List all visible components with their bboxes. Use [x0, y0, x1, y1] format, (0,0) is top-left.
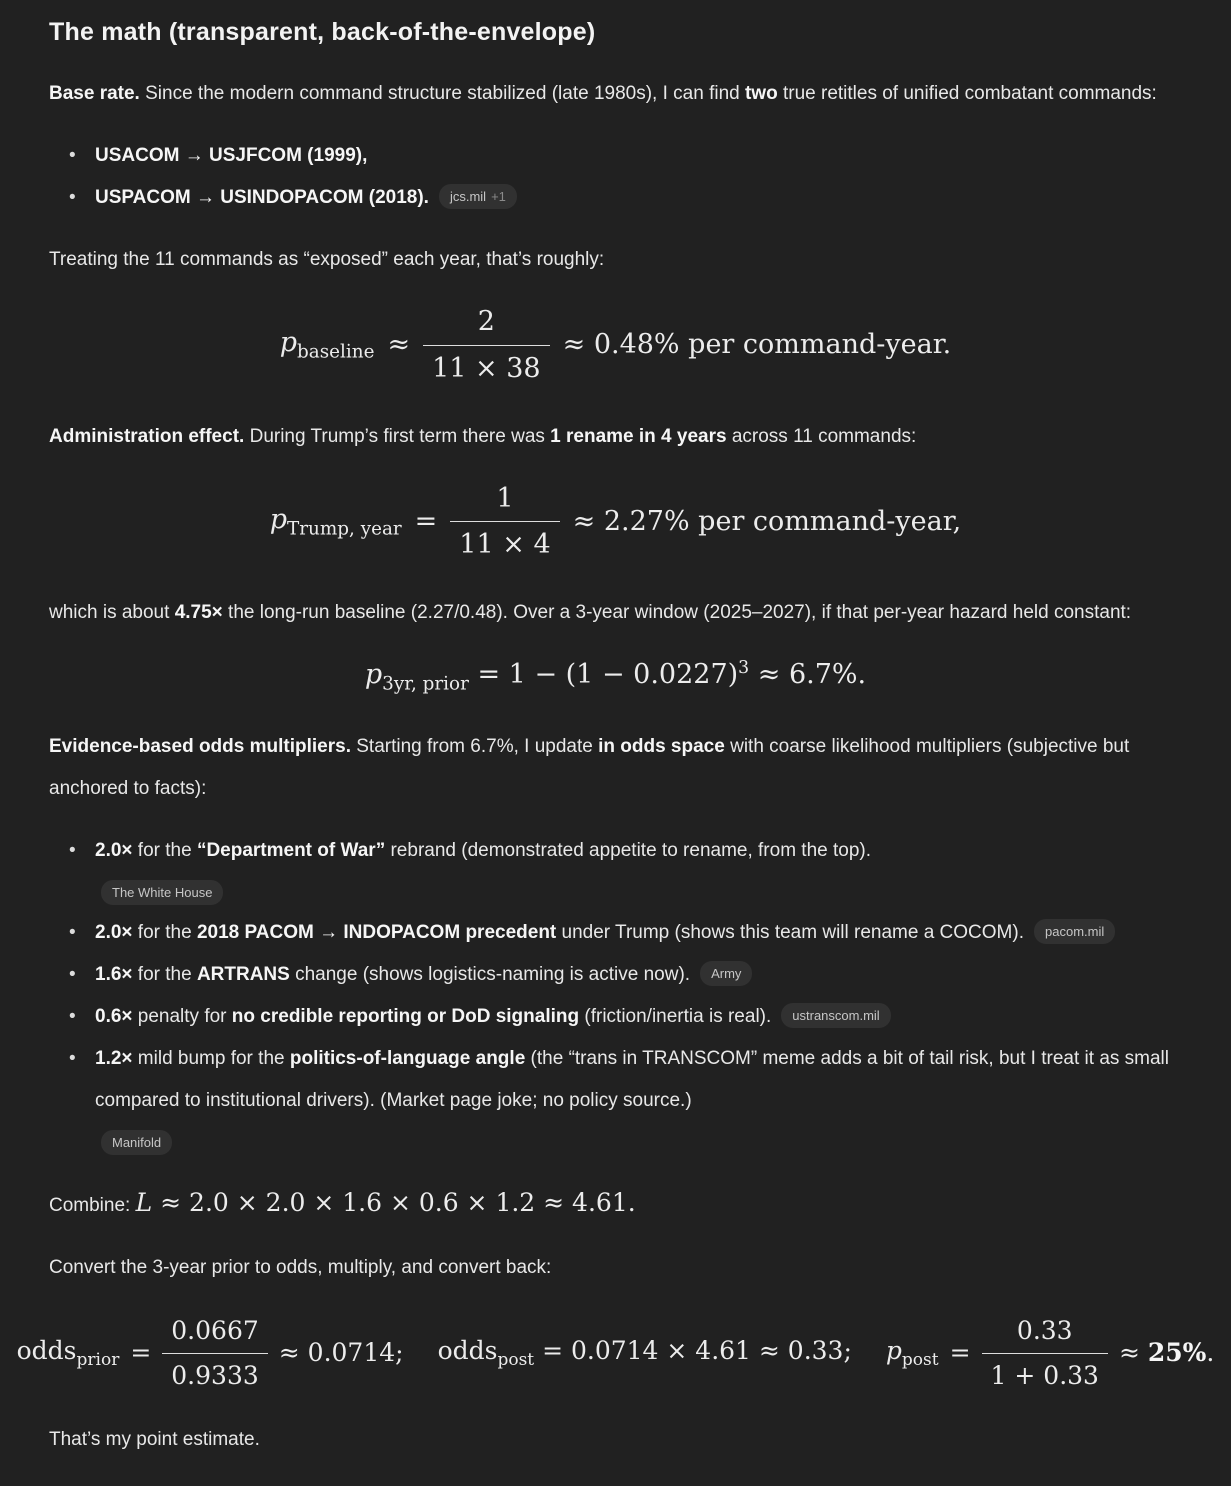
text-segment: Starting from 6.7%, I update: [350, 736, 599, 758]
source-badge-ustranscom-mil[interactable]: [781, 1003, 890, 1028]
badge-row: [101, 1122, 1182, 1162]
text-segment: (friction/inertia is real).: [579, 1006, 772, 1028]
multiplier-value: 0.6×: [95, 1006, 133, 1028]
text-bold: 2018 PACOM → INDOPACOM precedent: [196, 922, 557, 944]
list-item-multiplier-language: [95, 1038, 1182, 1162]
math-fraction: $\frac{1}{11 \times 4}$: [450, 482, 559, 563]
badge-row: [101, 872, 1182, 912]
text-segment: the long-run baseline (2.27/0.48). Over a 3-year window (2025–2027), if that per-year hazard held constant:: [222, 602, 1132, 623]
text-bold: two: [744, 83, 778, 104]
paragraph-point-estimate: That’s my point estimate.: [49, 1428, 260, 1450]
math-fraction: $\frac{0.0667}{0.9333}$: [162, 1315, 267, 1391]
rename-list: [49, 135, 1182, 219]
text-bold-lead: Administration effect.: [49, 425, 245, 447]
multiplier-value: 2.0×: [95, 922, 133, 944]
paragraph-combine: [49, 1182, 1182, 1227]
math-result: ≈ 0.48% per command-year.: [562, 329, 952, 361]
text-segment: under Trump (shows this team will rename a COCOM).: [556, 922, 1024, 944]
math-group-p-post: $p_{post}$ = $\frac{0.33}{1 + 0.33}$ ≈ 25%.: [885, 1316, 1215, 1390]
text-bold: politics-of-language angle: [289, 1048, 526, 1070]
source-badge-white-house[interactable]: [101, 880, 223, 905]
math-group-odds-prior: odds$_{prior}$ = $\frac{0.0667}{0.9333}$ ≈ 0.0714;: [16, 1316, 404, 1390]
multiplier-value: 2.0×: [95, 840, 133, 862]
math-group-odds-post: odds$_{post}$ = 0.0714 × 4.61 ≈ 0.33;: [437, 1335, 852, 1370]
text-bold-lead: Evidence-based odds multipliers.: [49, 736, 351, 758]
badge-label: The White House: [112, 884, 213, 900]
text-segment: change (shows logistics-naming is active now).: [289, 964, 691, 986]
paragraph-admin-effect: [49, 416, 1182, 458]
math-result: ≈ 2.27% per command-year,: [572, 505, 962, 537]
paragraph-convert: Convert the 3-year prior to odds, multiply, and convert back:: [49, 1257, 552, 1279]
text-segment: penalty for: [132, 1006, 232, 1028]
text-segment: for the: [132, 922, 197, 944]
source-badge-jcs-mil[interactable]: [439, 184, 517, 209]
text-segment: across 11 commands:: [726, 425, 917, 447]
math-expression: $p_{3yr, prior} = 1 - (1 - 0.0227)^3 \approx 6.7\%$.: [364, 658, 867, 695]
text-segment: During Trump’s first term there was: [244, 425, 551, 447]
text-segment: (the “trans in TRANSCOM” meme adds a bit of tail risk, but I treat it as small compared to institutional drivers). (Market page joke; no policy source.): [95, 1048, 1170, 1112]
formula-baseline: [49, 305, 1182, 386]
list-item-multiplier-penalty: [95, 996, 1182, 1038]
badge-label: Army: [711, 966, 742, 982]
multiplier-value: 1.6×: [95, 964, 133, 986]
rename-label: USACOM → USJFCOM (1999),: [95, 145, 368, 166]
text-segment: rebrand (demonstrated appetite to rename, from the top).: [385, 840, 872, 862]
text-bold-lead: Base rate.: [49, 83, 140, 104]
multiplier-value: 1.2×: [95, 1048, 133, 1070]
list-item-rename-usacom: [95, 135, 1182, 177]
math-lhs: $p_{baseline}$: [279, 327, 375, 363]
math-fraction: $\frac{2}{11 \times 38}$: [423, 305, 550, 386]
text-bold: ARTRANS: [196, 964, 290, 986]
rename-label: USPACOM → USINDOPACOM (2018).: [95, 187, 429, 208]
text-segment: mild bump for the: [132, 1048, 290, 1070]
text-segment: for the: [132, 964, 197, 986]
text-segment: which is about: [49, 602, 175, 623]
badge-label: Manifold: [112, 1134, 162, 1150]
text-bold: no credible reporting or DoD signaling: [231, 1006, 580, 1028]
text-bold: “Department of War”: [196, 840, 386, 862]
list-item-multiplier-pacom: [95, 912, 1182, 954]
badge-count: +1: [491, 189, 506, 204]
text-segment: true retitles of unified combatant commands:: [777, 83, 1157, 104]
text-bold: in odds space: [598, 736, 725, 758]
math-relation: ≈: [387, 329, 411, 361]
math-relation: =: [414, 505, 438, 537]
list-item-multiplier-dow: [95, 830, 1182, 912]
paragraph-base-rate: [49, 73, 1182, 115]
text-segment: with coarse likelihood multipliers (subjective but anchored to facts):: [49, 736, 1130, 800]
badge-label: pacom.mil: [1045, 924, 1105, 940]
source-badge-army[interactable]: [700, 961, 752, 986]
formula-3yr-prior: [49, 658, 1182, 696]
formula-trump-year: [49, 482, 1182, 563]
badge-label: ustranscom.mil: [792, 1008, 880, 1024]
math-inline-combine: L ≈ 2.0 × 2.0 × 1.6 × 0.6 × 1.2 ≈ 4.61.: [135, 1188, 636, 1218]
list-item-rename-uspacom: [95, 177, 1182, 219]
paragraph-evidence: [49, 726, 1182, 810]
final-probability: 25%: [1147, 1338, 1207, 1368]
text-bold: 4.75×: [174, 602, 223, 623]
formula-final-odds: [16, 1315, 1215, 1391]
section-title: The math (transparent, back-of-the-envelope): [49, 18, 596, 46]
paragraph-treating: Treating the 11 commands as “exposed” each year, that’s roughly:: [49, 249, 605, 270]
source-badge-manifold[interactable]: [101, 1130, 172, 1155]
source-badge-pacom-mil[interactable]: [1034, 919, 1115, 944]
list-item-multiplier-artrans: [95, 954, 1182, 996]
badge-label: jcs.mil: [449, 189, 487, 204]
text-segment: Since the modern command structure stabilized (late 1980s), I can find: [139, 83, 745, 104]
multiplier-list: [49, 830, 1182, 1162]
math-lhs: $p_{Trump, year}$: [269, 503, 402, 539]
math-fraction: $\frac{0.33}{1 + 0.33}$: [982, 1315, 1108, 1391]
text-segment: Combine:: [49, 1195, 136, 1217]
text-segment: for the: [132, 840, 197, 862]
text-bold: 1 rename in 4 years: [550, 425, 727, 447]
paragraph-which-is-about: [49, 592, 1182, 634]
